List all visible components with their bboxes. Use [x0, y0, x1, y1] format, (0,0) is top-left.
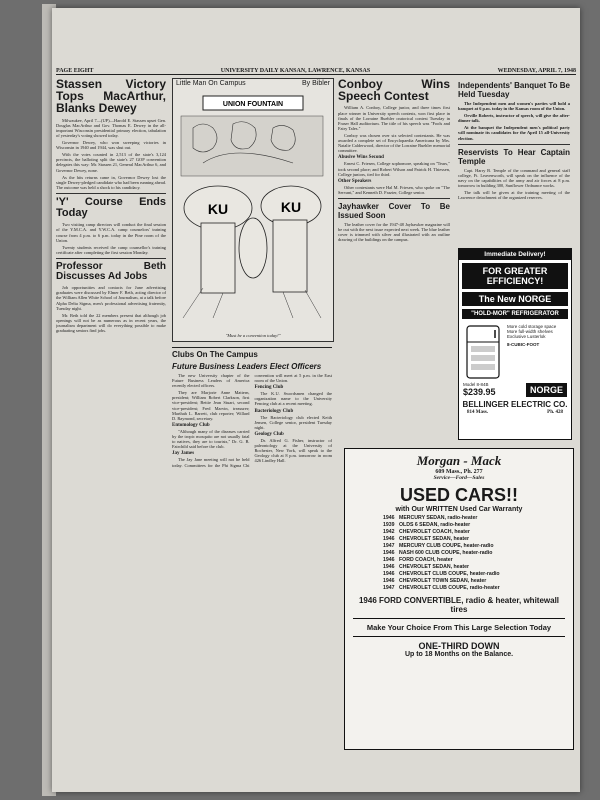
- article-text: William A. Conboy, College junior, and three times first place winner in University speech contests, won first place in finals of the Lorraine Buehler oratorical contest Tuesday in Fraser Hall auditorium. The title of his speech was "Fools and Fairy Tales.": [338, 105, 450, 131]
- car-description: CHEVROLET COACH, heater: [399, 529, 470, 535]
- dealer-address: 814 Mass.: [467, 410, 489, 415]
- divider: [353, 636, 565, 637]
- article-text: Ernest C. Friesen, College sophomore, speaking on "Tears," took second place; and Robert Wilson and Patrick H. Thiessen, College juniors, tied for third.: [338, 161, 450, 177]
- article-text: Dr. Alfred G. Fisher, instructor of paleontology at the University of Rochester, New York, will speak to the Geology club at 8 p.m. tomorrow in room 426 Lindley Hall.: [254, 438, 332, 464]
- paper-name: UNIVERSITY DAILY KANSAN, LAWRENCE, KANSAS: [220, 68, 371, 74]
- issue-date: WEDNESDAY, APRIL 7, 1948: [497, 68, 576, 74]
- feature-text: Exclusive Lusterlok: [507, 334, 546, 339]
- car-listing: [383, 571, 573, 578]
- car-description: CHEVROLET CLUB COUPE, radio-heater: [399, 585, 500, 591]
- car-listing: [383, 557, 573, 564]
- dealer-phone: Ph. 428: [547, 410, 563, 415]
- subhead: Abusive Wins Second: [338, 155, 384, 161]
- cartoon-panel: [172, 78, 334, 342]
- car-listing: [383, 550, 573, 557]
- headline-clubs: Clubs On The Campus: [172, 347, 332, 359]
- car-description: NASH 600 CLUB COUPE, heater-radio: [399, 550, 493, 556]
- car-description: FORD COACH, heater: [399, 557, 453, 563]
- article-text: Conboy was chosen over six selected contestants. He was awarded a complete set of Encyclopaedia Americana by Mrs. Natalie Calderwood, director of the Lorraine Buehler memorial committee.: [338, 132, 450, 154]
- article-text: The Bacteriology club elected Keith Jensen, College senior, president Tuesday night.: [254, 414, 332, 430]
- car-year: 1939: [383, 522, 395, 528]
- car-year: 1946: [383, 571, 395, 577]
- cartoon-header: [173, 79, 333, 88]
- article-text: Orville Roberts, instructor of speech, will give the after-dinner talk.: [458, 113, 570, 124]
- divider: [56, 258, 166, 259]
- headline-reservists: Reservists To Hear Captain Temple: [458, 147, 570, 166]
- car-description: CHEVROLET TOWN SEDAN, heater: [399, 578, 487, 584]
- ad-price-row: [459, 382, 571, 397]
- article-text: The leather cover for the 1947-48 Jayhawker magazine will be out with the next issue expected next week. The blue leather cover is trimmed with silver and illustrated with an outline drawing of the buildings on the campus.: [338, 221, 450, 243]
- capacity-text: 8-CUBIC-FOOT: [507, 342, 540, 347]
- car-listing: [383, 536, 573, 543]
- masthead: [56, 62, 576, 75]
- car-listing: [383, 515, 573, 522]
- clubs-section: [172, 344, 332, 784]
- article-text: The K.U. Swordsmen changed the organization name to the University Fencing club at a recent meeting.: [254, 391, 332, 407]
- article-text: Job opportunities and contacts for June advertising graduates were discussed by Elmer F. Beth, acting director of the William Allen White School of Journalism, at a talk before Alpha Delta Sigma, men's professional advertising fraternity, Tuesday night.: [56, 285, 166, 311]
- headline-independents: Independents' Banquet To Be Held Tuesday: [458, 81, 570, 99]
- dealer-contact: [459, 409, 571, 416]
- headline-conboy: Conboy Wins Speech Contest: [338, 78, 450, 104]
- hat-label-left: KU: [207, 201, 229, 217]
- subhead: Jay James: [172, 451, 195, 457]
- ad-top-label: Immediate Delivery!: [459, 249, 571, 260]
- headline-stassen: Stassen Victory Tops MacArthur, Blanks Dewey: [56, 78, 166, 116]
- ad-financing-terms: Up to 18 Months on the Balance.: [404, 651, 514, 658]
- car-description: CHEVROLET CLUB COUPE, heater-radio: [399, 571, 500, 577]
- norge-logo: NORGE: [526, 383, 567, 397]
- divider: [56, 193, 166, 194]
- car-description: OLDS 6 SEDAN, radio-heater: [399, 522, 471, 528]
- divider: [458, 144, 570, 145]
- clubs-columns: [172, 373, 332, 468]
- ad-choose: Make Your Choice From This Large Selection Today: [366, 623, 552, 632]
- subhead: Geology Club: [254, 431, 284, 437]
- article-text: Twenty students received the camp counsellor's training certificate after completing the first session Monday.: [56, 244, 166, 255]
- car-description: MERCURY SEDAN, radio-heater: [399, 515, 478, 521]
- car-description: CHEVROLET SEDAN, heater: [399, 536, 470, 542]
- dealer-services: Service—Ford—Sales: [433, 475, 485, 481]
- ad-features: [507, 324, 556, 380]
- car-listing: [383, 543, 573, 550]
- car-description: CHEVROLET SEDAN, heater: [399, 564, 470, 570]
- article-text: The talk will be given at the training meeting of the Lawrence detachment of the organized reserves.: [458, 190, 570, 201]
- headline-beth: Professor Beth Discusses Ad Jobs: [56, 260, 166, 283]
- car-listing: [383, 529, 573, 536]
- car-year: 1942: [383, 529, 395, 535]
- article-text: The Independent men and women's parties will hold a banquet at 6 p.m. today in the Kansas room of the Union.: [458, 101, 570, 112]
- cartoon-byline: By Bibler: [301, 80, 330, 87]
- car-listing: [383, 522, 573, 529]
- car-year: 1946: [383, 550, 395, 556]
- article-text: The Jay Jane meeting will not be held today. Committees for the Phi Sigma Chi convention will meet at 5 p.m. in the East room of the Union.: [172, 373, 332, 468]
- ad-headline: USED CARS!!: [399, 485, 518, 505]
- column-3-upper: [338, 78, 450, 448]
- dealer-name: BELLINGER ELECTRIC CO.: [462, 400, 568, 409]
- ad-body: [459, 322, 571, 382]
- headline-y-course: 'Y' Course Ends Today: [56, 195, 166, 220]
- car-list: [383, 515, 573, 592]
- car-listing: [383, 564, 573, 571]
- car-description: MERCURY CLUB COUPE, heater-radio: [399, 543, 494, 549]
- article-text: Capt. Harry B. Temple of the command and general staff college, Ft. Leavenworth, will speak on the influence of the navy on the capabilities of the army and air forces at 8 p.m. tomorrow in building 300, Sunflower Ordnance works.: [458, 167, 570, 188]
- hat-label-right: KU: [280, 199, 302, 215]
- norge-advertisement: [458, 248, 572, 440]
- cartoon-illustration: [173, 88, 331, 324]
- car-year: 1946: [383, 578, 395, 584]
- price-text: $239.95: [463, 387, 496, 397]
- article-text: Two visiting camp directors will conduct the final session of the Y.M.C.A. and Y.W.C.A. camp counselors' training course from 4 p.m. to 6 p.m. today in the Pine room of the Union.: [56, 222, 166, 243]
- article-text: They are Marjorie Anne Mattern, president; William Robert Clarkson, first vice-president; Bettie Jean Stuart, second vice-president; Fred Marvin, treasurer; Marthah L. Barrett, club reporter; Willard D. Raymond, secretary.: [172, 390, 250, 421]
- car-year: 1947: [383, 585, 395, 591]
- article-text: As the hits returns came in, Governor Dewey lost the single Dewey-pledged candidate who had been running ahead. The outcome was held a shock to his candidacy.: [56, 174, 166, 190]
- article-text: Governor Dewey, who won sweeping victories in Wisconsin in 1940 and 1944, was shut out.: [56, 140, 166, 151]
- cartoon-title: Little Man On Campus: [176, 80, 246, 87]
- subhead: Other Speakers: [338, 178, 372, 184]
- divider: [353, 618, 565, 619]
- car-year: 1946: [383, 564, 395, 570]
- subhead: Fencing Club: [254, 385, 284, 391]
- dealer-name: Morgan - Mack: [416, 453, 502, 468]
- car-year: 1946: [383, 536, 395, 542]
- headline-fbla: Future Business Leaders Elect Officers: [172, 362, 322, 371]
- dealer-address: 609 Mass., Ph. 277: [435, 469, 483, 475]
- subhead: Bacteriology Club: [254, 408, 294, 414]
- ad-line2: The New NORGE: [462, 292, 568, 306]
- model-text: Model 8-84B: [463, 382, 489, 387]
- divider: [338, 198, 450, 199]
- car-listing: [383, 578, 573, 585]
- column-1: [56, 78, 166, 783]
- headline-jayhawker: Jayhawker Cover To Be Issued Soon: [338, 201, 450, 220]
- column-4: [458, 78, 570, 244]
- car-year: 1947: [383, 543, 395, 549]
- newspaper-page: [52, 8, 580, 792]
- article-text: The new University chapter of the Future Business Leaders of America recently elected officers.: [172, 373, 250, 389]
- featured-car: 1946 FORD CONVERTIBLE, radio & heater, whitewall tires: [358, 596, 560, 614]
- cartoon-sign: UNION FOUNTAIN: [222, 101, 284, 108]
- feature-text: More full-width shelves: [507, 329, 553, 334]
- article-text: At the banquet the Independent men's political party will nominate its candidates for the April 15 all-University election.: [458, 125, 570, 141]
- ad-subhead: with Our WRITTEN Used Car Warranty: [395, 506, 523, 513]
- feature-text: More cold storage space: [507, 324, 557, 329]
- ad-line3: "HOLD-MOR" REFRIGERATOR: [462, 309, 568, 319]
- subhead: Entomology Club: [172, 422, 210, 428]
- article-text: Other contestants were Hal M. Friesen, who spoke on "The Servant," and Kenneth D. Frazier, College senior.: [338, 184, 450, 195]
- article-text: With the votes counted in 2,513 of the state's 3,124 precincts, the balloting split the state's 27 GOP convention delegates this way: Mr. Stassen 21, General MacArthur 6, and Governor Dewey, none.: [56, 152, 166, 173]
- car-listing: [383, 585, 573, 592]
- article-text: Milwaukee, April 7—(UP)—Harold E. Stassen upset Gen. Douglas MacArthur and Gov. Thomas E. Dewey in the all-important Wisconsin presidential primary election, tabulation of yesterday's voting showed today.: [56, 117, 166, 138]
- ad-line1: FOR GREATER EFFICIENCY!: [462, 263, 568, 289]
- page-number: PAGE EIGHT: [56, 68, 94, 74]
- ad-financing: ONE-THIRD DOWN: [418, 641, 500, 651]
- cartoon-caption: "Must be a convention today!": [225, 333, 281, 338]
- morgan-mack-advertisement: [344, 448, 574, 750]
- refrigerator-icon: [463, 324, 503, 380]
- car-year: 1946: [383, 515, 395, 521]
- car-year: 1946: [383, 557, 395, 563]
- article-text: Mr. Beth told the 22 members present that although job openings will not be as numerous as in recent years, the journalism department will do everything possible to make graduating seniors find jobs.: [56, 312, 166, 334]
- article-text: "Although many of the diseases carried by the tropic mosquito are not usually fatal to natives, they are to tourists," Dr. G. B. Fairchild said before the club.: [172, 428, 250, 450]
